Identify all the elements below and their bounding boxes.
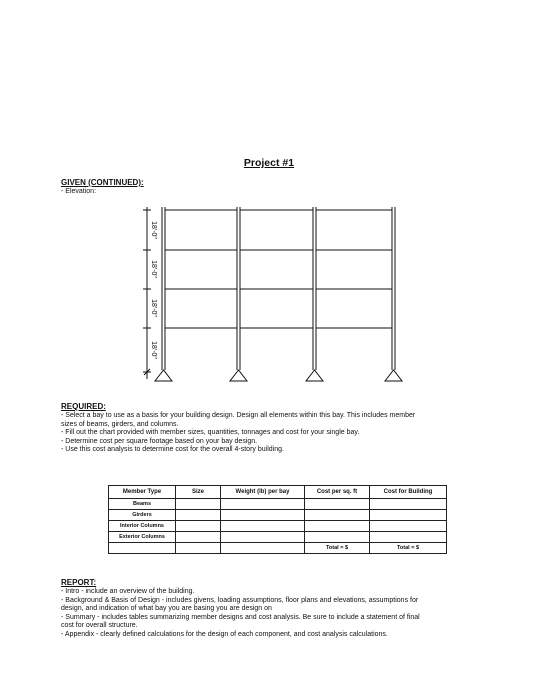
report-line: - Intro - include an overview of the building. [61,588,195,595]
required-text [61,412,521,455]
report-heading: REPORT: [61,578,97,587]
elevation-label: - Elevation: [61,188,97,195]
cost-building-cell[interactable] [370,532,447,543]
story-height-label: 18'-0" [150,341,157,359]
table-total-row [109,543,447,554]
pin-support [385,370,402,381]
column-header: Weight (lb) per bay [221,486,305,499]
member-type-cell: Beams [109,499,176,510]
cost-sqft-cell[interactable] [305,510,370,521]
table-row [109,521,447,532]
member-type-cell: Girders [109,510,176,521]
pin-support [306,370,323,381]
cost-sqft-cell[interactable] [305,499,370,510]
report-text [61,588,521,640]
cost-building-cell[interactable] [370,510,447,521]
required-line: sizes of beams, girders, and columns. [61,420,179,428]
weight-cell[interactable] [221,532,305,543]
column-header: Size [176,486,221,499]
weight-cell[interactable] [221,510,305,521]
required-heading: REQUIRED: [61,402,106,411]
size-cell[interactable] [176,499,221,510]
table-row [109,510,447,521]
column-header: Cost for Building [370,486,447,499]
size-cell[interactable] [176,521,221,532]
report-line: - Background & Basis of Design - includes givens, loading assumptions, floor plans and elevations, assumptions for [61,596,419,604]
size-cell[interactable] [176,532,221,543]
report-line: design, and indication of what bay you are basing you are design on [61,605,272,613]
story-height-label: 18'-0" [150,221,157,239]
required-line: - Select a bay to use as a basis for your building design. Design all elements within this bay. This includes member [61,412,416,419]
weight-cell[interactable] [221,499,305,510]
pin-support [155,370,172,381]
total-cost-sqft[interactable]: Total = $ [305,543,370,554]
column-header: Cost per sq. ft [305,486,370,499]
given-heading: GIVEN (CONTINUED): [61,178,144,187]
required-line: - Determine cost per square footage based on your bay design. [61,437,258,445]
total-cost-building[interactable]: Total = $ [370,543,447,554]
column-header: Member Type [109,486,176,499]
required-line: - Fill out the chart provided with member sizes, quantities, tonnages and cost for your single bay. [61,429,360,437]
cost-sqft-cell[interactable] [305,521,370,532]
story-height-label: 18'-0" [150,260,157,278]
cost-building-cell[interactable] [370,521,447,532]
report-line: - Summary - includes tables summarizing member designs and cost analysis. Be sure to include a statement of final [61,613,420,621]
table-row [109,499,447,510]
empty-cell [176,543,221,554]
required-line: - Use this cost analysis to determine cost for the overall 4-story building. [61,446,284,454]
story-height-label: 18'-0" [150,299,157,317]
size-cell[interactable] [176,510,221,521]
weight-cell[interactable] [221,521,305,532]
report-line: cost for overall structure. [61,622,138,630]
empty-cell [221,543,305,554]
report-line: - Appendix - clearly defined calculations for the design of each component, and cost analysis calculations. [61,630,388,638]
member-cost-table [108,485,447,554]
pin-support [230,370,247,381]
member-type-cell: Interior Columns [109,521,176,532]
member-type-cell: Exterior Columns [109,532,176,543]
page-title: Project #1 [243,157,295,169]
table-row [109,532,447,543]
cost-building-cell[interactable] [370,499,447,510]
table-header-row [109,486,447,499]
empty-cell [109,543,176,554]
cost-sqft-cell[interactable] [305,532,370,543]
